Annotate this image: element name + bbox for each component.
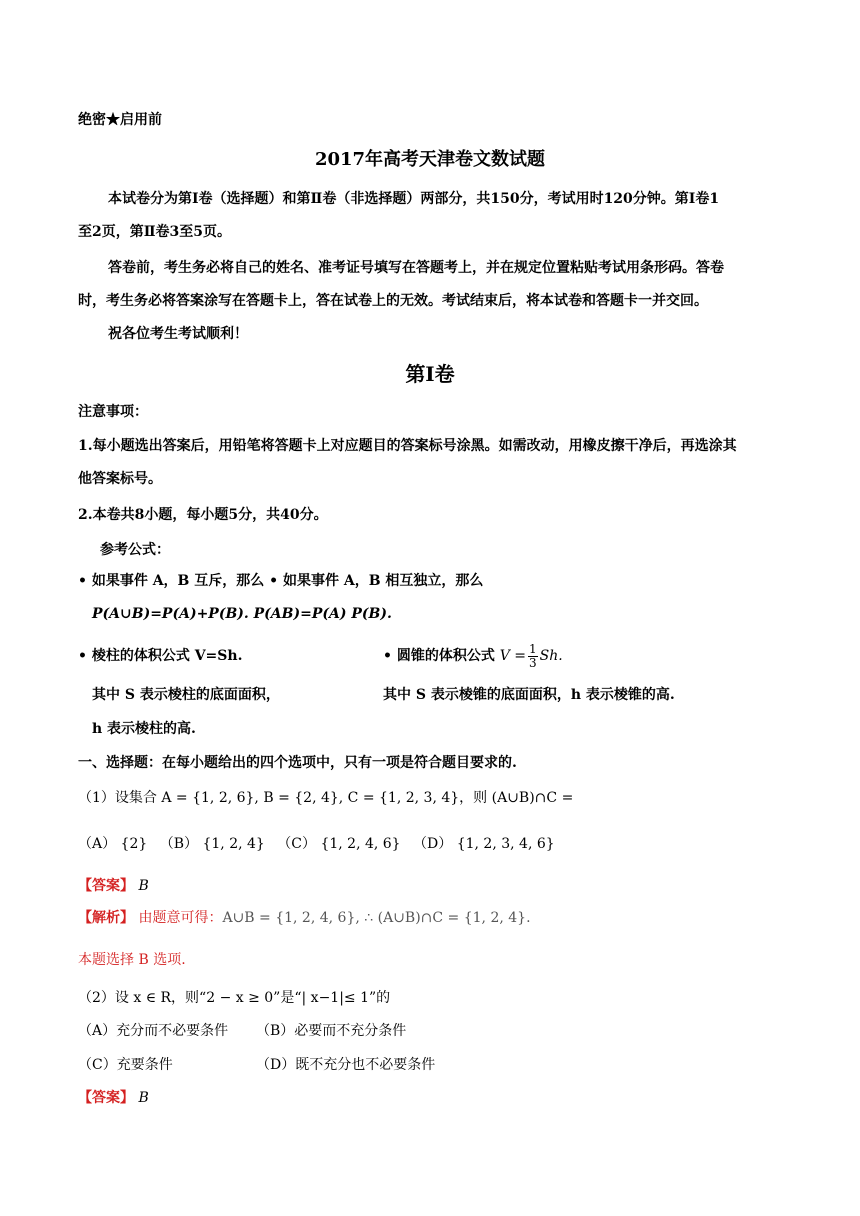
formula-prism-volume: • 棱柱的体积公式 V=Sh. (78, 648, 243, 664)
page-title: 2017年高考天津卷文数试题 (314, 149, 546, 170)
note-1-line-1: 1.每小题选出答案后，用铅笔将答题卡上对应题目的答案标号涂黑。如需改动，用橡皮擦干净后，再选涂其 (78, 438, 737, 454)
part1-heading: 一、选择题：在每小题给出的四个选项中，只有一项是符合题目要求的. (78, 755, 517, 771)
cone-sh: Sh. (539, 648, 563, 664)
analysis-text-lead: 由题意可得： (138, 910, 223, 926)
question-2-stem: （2）设 x ∈ R，则“2 − x ≥ 0”是“| x−1|≤ 1”的 (78, 990, 391, 1006)
analysis-label: 【解析】 (78, 910, 134, 926)
q2-option-b: （B）必要而不充分条件 (256, 1023, 407, 1039)
intro-line-4: 时，考生务必将答案涂写在答题卡上，答在试卷上的无效。考试结束后，将本试卷和答题卡一并交回。 (78, 293, 708, 309)
intro-line-1: 本试卷分为第Ⅰ卷（选择题）和第Ⅱ卷（非选择题）两部分，共150分，考试用时120分钟。第Ⅰ卷1 (108, 191, 720, 207)
cone-v: V = (499, 648, 526, 664)
intro-line-5: 祝各位考生考试顺利！ (108, 326, 248, 342)
q2-option-c: （C）充要条件 (78, 1057, 173, 1073)
intro-line-2: 至2页，第Ⅱ卷3至5页。 (78, 224, 232, 240)
q1-option-a: （A） {2} (78, 836, 148, 852)
q1-option-c: （C） {1, 2, 4, 6} (277, 836, 401, 852)
formula-probability: P(A∪B)=P(A)+P(B). P(AB)=P(A) P(B). (92, 606, 392, 622)
q1-option-b: （B） {1, 2, 4} (159, 836, 265, 852)
q1-option-d: （D） {1, 2, 3, 4, 6} (413, 836, 555, 852)
question-1-conclusion: 本题选择 B 选项. (78, 952, 186, 968)
cone-fraction-denominator: 3 (529, 655, 537, 670)
cone-prefix: • 圆锥的体积公式 (383, 648, 495, 664)
section-title: 第Ⅰ卷 (405, 362, 455, 386)
note-1-line-2: 他答案标号。 (78, 471, 162, 487)
formula-events-line: • 如果事件 A，B 互斥，那么 • 如果事件 A，B 相互独立，那么 (78, 573, 484, 589)
formula-prism-s: 其中 S 表示棱柱的底面面积， (92, 687, 280, 703)
question-1-stem: （1）设集合 A = {1, 2, 6}, B = {2, 4}, C = {1, 2, 3, 4}，则 (A∪B)∩C = (78, 790, 574, 806)
question-1-analysis (78, 908, 531, 928)
analysis-text: A∪B = {1, 2, 4, 6}, ∴ (A∪B)∩C = {1, 2, 4}. (222, 910, 531, 926)
cone-fraction-numerator: 1 (529, 641, 537, 656)
q2-answer-label: 【答案】 (78, 1090, 134, 1106)
notes-heading: 注意事项： (78, 404, 148, 420)
formula-prism-h: h 表示棱柱的高. (92, 721, 196, 737)
cone-fraction (528, 643, 538, 670)
formulas-heading: 参考公式： (100, 542, 170, 558)
formula-cone-volume (383, 636, 563, 676)
question-1-answer (78, 876, 149, 896)
question-2-answer (78, 1088, 149, 1108)
intro-line-3: 答卷前，考生务必将自己的姓名、准考证号填写在答题考上，并在规定位置粘贴考试用条形码。答卷 (108, 260, 724, 276)
secrecy-label: 绝密★启用前 (78, 112, 162, 128)
question-1-options (78, 834, 563, 854)
q2-option-d: （D）既不充分也不必要条件 (256, 1057, 436, 1073)
answer-value: B (138, 878, 149, 894)
q2-option-a: （A）充分而不必要条件 (78, 1023, 229, 1039)
formula-cone-s: 其中 S 表示棱锥的底面面积，h 表示棱锥的高. (383, 687, 675, 703)
q2-answer-value: B (138, 1090, 149, 1106)
note-2: 2.本卷共8小题，每小题5分，共40分。 (78, 507, 328, 523)
answer-label: 【答案】 (78, 878, 134, 894)
